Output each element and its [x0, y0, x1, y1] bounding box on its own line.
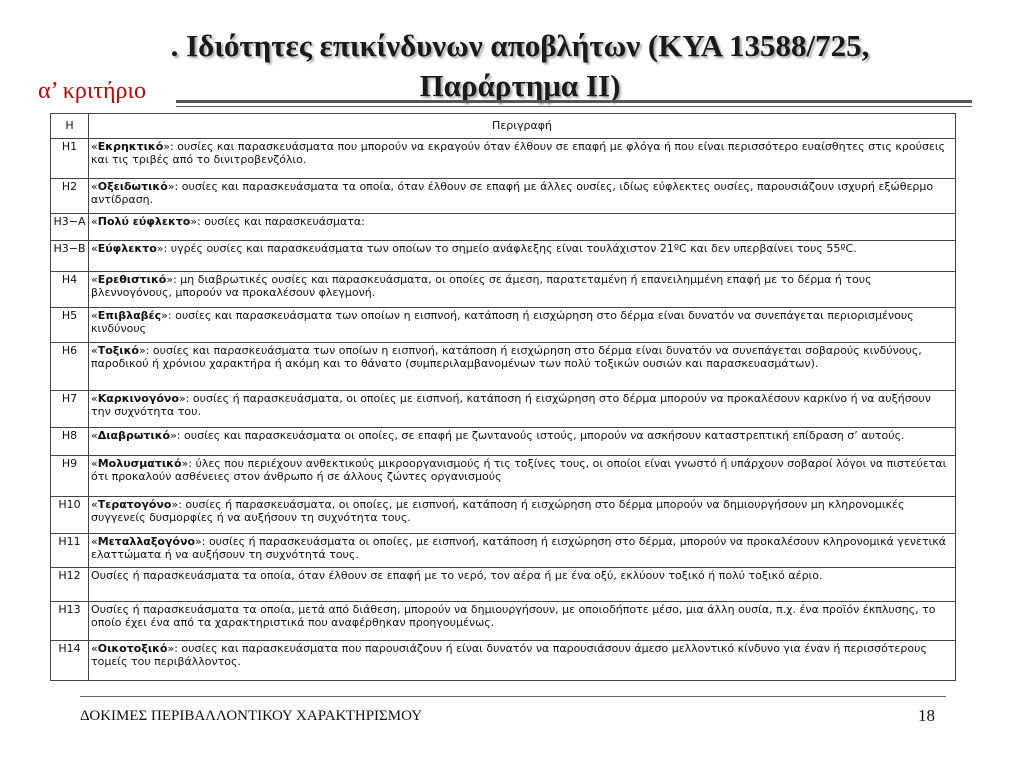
hazard-code: Η6 [51, 343, 89, 391]
footer-title: ΔΟΚΙΜΕΣ ΠΕΡΙΒΑΛΛΟΝΤΙΚΟΥ ΧΑΡΑΚΤΗΡΙΣΜΟΥ [80, 708, 423, 724]
slide-title-line-2: Παράρτημα ΙΙ) [419, 68, 621, 103]
hazard-definition: »: υγρές ουσίες και παρασκευάσματα των οποίων το σημείο ανάφλεξης είναι τουλάχιστον 21ºC και δεν υπερβαίνει τους 55ºC. [156, 242, 857, 255]
hazard-term: Εκρηκτικό [97, 140, 164, 153]
hazard-description: «Εύφλεκτο»: υγρές ουσίες και παρασκευάσματα των οποίων το σημείο ανάφλεξης είναι τουλάχιστον 21ºC και δεν υπερβαίνει τους 55ºC. [89, 241, 956, 272]
hazard-description: «Διαβρωτικό»: ουσίες και παρασκευάσματα οι οποίες, σε επαφή με ζωντανούς ιστούς, μπορούν να ασκήσουν καταστρεπτική επίδραση σ’ αυτούς. [89, 428, 956, 456]
hazard-code: Η13 [51, 602, 89, 641]
hazard-description: «Μολυσματικό»: ύλες που περιέχουν ανθεκτικούς μικροοργανισμούς ή τις τοξίνες τους, οι οποίοι είναι γνωστό ή υπάρχουν σοβαροί λόγοι να πιστεύεται ότι προκαλούν ασθένειες στον άνθρωπο ή σε άλλους ζώντες οργανισμούς [89, 456, 956, 497]
hazard-term: Μολυσματικό [97, 457, 182, 470]
hazard-code: Η10 [51, 497, 89, 534]
table-row [51, 497, 956, 534]
hazard-definition: »: ουσίες και παρασκευάσματα που μπορούν να εκραγούν όταν έλθουν σε επαφή με φλόγα ή που είναι περισσότερο ευαίσθητες στις κρούσεις και τις τριβές από το δινιτροβενζόλιο. [91, 140, 946, 167]
hazard-term: Τοξικό [97, 344, 139, 357]
hazard-term: Διαβρωτικό [97, 429, 171, 442]
hazard-term: Επιβλαβές [97, 309, 162, 322]
hazard-code: Η3−Β [51, 241, 89, 272]
table-row [51, 534, 956, 568]
title-divider [176, 100, 972, 107]
hazard-description: «Οικοτοξικό»: ουσίες και παρασκευάσματα που παρουσιάζουν ή είναι δυνατόν να παρουσιάσουν άμεσο μελλοντικό κίνδυνο για έναν ή περισσότερους τομείς του περιβάλλοντος. [89, 641, 956, 681]
hazard-code: Η9 [51, 456, 89, 497]
hazard-description [89, 568, 956, 602]
table-row [51, 241, 956, 272]
hazard-description: «Τερατογόνο»: ουσίες ή παρασκευάσματα, οι οποίες, με εισπνοή, κατάποση ή εισχώρηση στο δέρμα μπορούν να δημιουργήσουν μη κληρονομικές συγγενείς δυσμορφίες ή να αυξήσουν τη συχνότητα τους. [89, 497, 956, 534]
table-row [51, 456, 956, 497]
hazard-description: «Οξειδωτικό»: ουσίες και παρασκευάσματα τα οποία, όταν έλθουν σε επαφή με άλλες ουσίες, ιδίως εύφλεκτες ουσίες, παρουσιάζουν ισχυρή εξώθερμο αντίδραση. [89, 179, 956, 214]
hazard-term: Πολύ εύφλεκτο [97, 215, 191, 228]
hazard-code: Η3−Α [51, 214, 89, 241]
table-row [51, 179, 956, 214]
table-row [51, 568, 956, 602]
table-row [51, 641, 956, 681]
slide-title [120, 26, 920, 106]
hazard-code: Η12 [51, 568, 89, 602]
hazard-description: «Καρκινογόνο»: ουσίες ή παρασκευάσματα, οι οποίες με εισπνοή, κατάποση ή εισχώρηση στο δέρμα μπορούν να προκαλέσουν καρκίνο ή να αυξήσουν την συχνότητα του. [89, 391, 956, 428]
hazard-definition: »: ουσίες και παρασκευάσματα: [190, 215, 365, 228]
hazard-term: Τερατογόνο [97, 498, 172, 511]
hazard-definition: »: ουσίες και παρασκευάσματα τα οποία, όταν έλθουν σε επαφή με άλλες ουσίες, ιδίως εύφλεκτες ουσίες, παρουσιάζουν ισχυρή εξώθερμο αντίδραση. [91, 180, 934, 207]
hazard-description: «Εκρηκτικό»: ουσίες και παρασκευάσματα που μπορούν να εκραγούν όταν έλθουν σε επαφή με φλόγα ή που είναι περισσότερο ευαίσθητες στις κρούσεις και τις τριβές από το δινιτροβενζόλιο. [89, 139, 956, 179]
hazard-definition: »: ύλες που περιέχουν ανθεκτικούς μικροοργανισμούς ή τις τοξίνες τους, οι οποίοι είναι γνωστό ή υπάρχουν σοβαροί λόγοι να πιστεύεται ότι προκαλούν ασθένειες στον άνθρωπο ή σε άλλους ζώντες οργανισμούς [91, 457, 947, 484]
hazard-definition: Ουσίες ή παρασκευάσματα τα οποία, μετά από διάθεση, μπορούν να δημιουργήσουν, με οποιοδήποτε μέσο, μια άλλη ουσία, π.χ. ένα προϊόν έκπλυσης, το οποίο έχει ένα από τα χαρακτηριστικά που αναφέρθηκαν προηγουμένως. [91, 603, 936, 630]
table-row [51, 139, 956, 179]
hazard-definition: »: ουσίες και παρασκευάσματα των οποίων η εισπνοή, κατάποση ή εισχώρηση στο δέρμα είναι δυνατόν να συνεπάγεται σοβαρούς κινδύνους, παροδικού ή χρόνιου χαρακτήρα ή ακόμη και το θάνατο (συμπεριλαμβανομένων των πολύ τοξικών ουσιών και παρασκευασμάτων). [91, 344, 922, 371]
hazard-description [89, 602, 956, 641]
hazard-term: Οικοτοξικό [97, 642, 168, 655]
hazard-description: «Πολύ εύφλεκτο»: ουσίες και παρασκευάσματα: [89, 214, 956, 241]
criterion-label: α’ κριτήριο [38, 78, 146, 104]
hazard-term: Μεταλλαξογόνο [97, 535, 196, 548]
table-row [51, 214, 956, 241]
hazard-code: Η8 [51, 428, 89, 456]
hazard-definition: »: ουσίες ή παρασκευάσματα οι οποίες, με εισπνοή, κατάποση ή εισχώρηση στο δέρμα, μπορούν να προκαλέσουν κληρονομικά γενετικά ελαττώματα ή να αυξήσουν τη συχνότητά τους. [91, 535, 947, 562]
page-number: 18 [918, 706, 935, 725]
hazard-code: Η11 [51, 534, 89, 568]
hazard-term: Οξειδωτικό [97, 180, 168, 193]
hazard-definition: »: ουσίες ή παρασκευάσματα, οι οποίες με εισπνοή, κατάποση ή εισχώρηση στο δέρμα μπορούν να προκαλέσουν καρκίνο ή να αυξήσουν την συχνότητα του. [91, 392, 931, 419]
hazard-definition: »: ουσίες και παρασκευάσματα που παρουσιάζουν ή είναι δυνατόν να παρουσιάσουν άμεσο μελλοντικό κίνδυνο για έναν ή περισσότερους τομείς του περιβάλλοντος. [91, 642, 927, 669]
table-row [51, 343, 956, 391]
hazard-definition: Ουσίες ή παρασκευάσματα τα οποία, όταν έλθουν σε επαφή με το νερό, τον αέρα ή με ένα οξύ, εκλύουν τοξικό ή πολύ τοξικό αέριο. [91, 569, 823, 582]
table-row [51, 308, 956, 343]
hazard-code: Η4 [51, 272, 89, 308]
header-description: Περιγραφή [89, 114, 956, 139]
hazard-definition: »: ουσίες και παρασκευάσματα οι οποίες, σε επαφή με ζωντανούς ιστούς, μπορούν να ασκήσουν καταστρεπτική επίδραση σ’ αυτούς. [170, 429, 905, 442]
hazard-description: «Ερεθιστικό»: μη διαβρωτικές ουσίες και παρασκευάσματα, οι οποίες σε άμεση, παρατεταμένη ή επανειλημμένη επαφή με το δέρμα ή τους βλεννογόνους, μπορούν να προκαλέσουν φλεγμονή. [89, 272, 956, 308]
table-body [51, 139, 956, 681]
footer-divider [80, 696, 946, 697]
hazard-description: «Τοξικό»: ουσίες και παρασκευάσματα των οποίων η εισπνοή, κατάποση ή εισχώρηση στο δέρμα είναι δυνατόν να συνεπάγεται σοβαρούς κινδύνους, παροδικού ή χρόνιου χαρακτήρα ή ακόμη και το θάνατο (συμπεριλαμβανομένων των πολύ τοξικών ουσιών και παρασκευασμάτων). [89, 343, 956, 391]
hazard-term: Καρκινογόνο [97, 392, 179, 405]
hazard-term: Ερεθιστικό [97, 273, 167, 286]
hazard-description: «Μεταλλαξογόνο»: ουσίες ή παρασκευάσματα οι οποίες, με εισπνοή, κατάποση ή εισχώρηση στο δέρμα, μπορούν να προκαλέσουν κληρονομικά γενετικά ελαττώματα ή να αυξήσουν τη συχνότητά τους. [89, 534, 956, 568]
hazard-code: Η14 [51, 641, 89, 681]
hazard-code: Η7 [51, 391, 89, 428]
slide-title-line-1: . Ιδιότητες επικίνδυνων αποβλήτων (ΚΥΑ 13588/725, [170, 28, 870, 63]
hazard-code: Η5 [51, 308, 89, 343]
header-code: Η [51, 114, 89, 139]
table-row [51, 602, 956, 641]
table-row [51, 428, 956, 456]
table-row [51, 272, 956, 308]
hazard-definition: »: μη διαβρωτικές ουσίες και παρασκευάσματα, οι οποίες σε άμεση, παρατεταμένη ή επανειλημμένη επαφή με το δέρμα ή τους βλεννογόνους, μπορούν να προκαλέσουν φλεγμονή. [91, 273, 872, 300]
hazard-code: Η1 [51, 139, 89, 179]
hazard-description: «Επιβλαβές»: ουσίες και παρασκευάσματα των οποίων η εισπνοή, κατάποση ή εισχώρηση στο δέρμα είναι δυνατόν να συνεπάγεται περιορισμένους κινδύνους [89, 308, 956, 343]
table-header-row [51, 114, 956, 139]
table-row [51, 391, 956, 428]
hazard-code: Η2 [51, 179, 89, 214]
hazard-term: Εύφλεκτο [97, 242, 157, 255]
hazard-definition: »: ουσίες ή παρασκευάσματα, οι οποίες, με εισπνοή, κατάποση ή εισχώρηση στο δέρμα μπορούν να δημιουργήσουν μη κληρονομικές συγγενείς δυσμορφίες ή να αυξήσουν τη συχνότητα τους. [91, 498, 905, 525]
hazard-properties-table [50, 113, 956, 681]
hazard-definition: »: ουσίες και παρασκευάσματα των οποίων η εισπνοή, κατάποση ή εισχώρηση στο δέρμα είναι δυνατόν να συνεπάγεται περιορισμένους κινδύνους [91, 309, 914, 336]
